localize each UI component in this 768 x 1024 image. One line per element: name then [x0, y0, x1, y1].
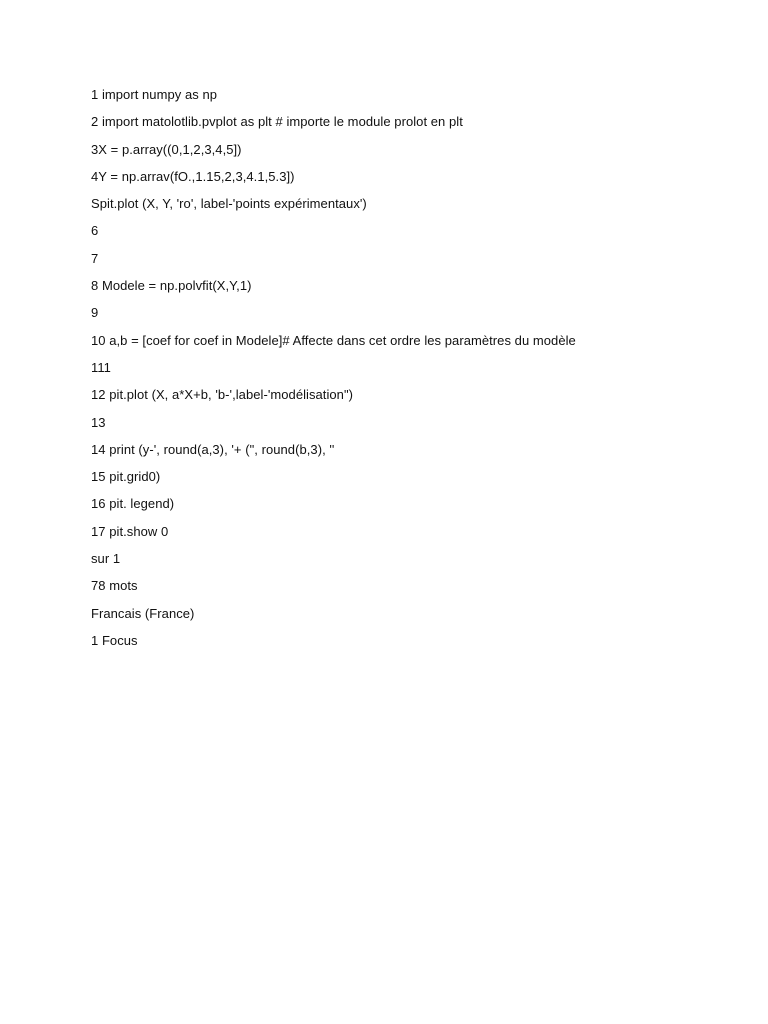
code-line-1: 1 import numpy as np	[91, 87, 218, 102]
code-line-15: 15 pit.grid0)	[91, 469, 161, 485]
code-line-16: 16 pit. legend)	[91, 496, 175, 512]
code-line-3: 3X = p.array((0,1,2,3,4,5])	[91, 141, 242, 157]
code-line-4: 4Y = np.arrav(fO.,1.15,2,3,4.1,5.3])	[91, 168, 295, 184]
code-line-12: 12 pit.plot (X, a*X+b, 'b-',label-'modélisation")	[91, 387, 354, 403]
code-line-2: 2 import matolotlib.pvplot as plt # importe le module prolot en plt	[91, 114, 463, 130]
code-line-14: 14 print (y-', round(a,3), '+ (", round(b,3), ''	[91, 441, 335, 457]
code-line-17: 17 pit.show 0	[91, 523, 169, 539]
status-focus: 1 Focus	[91, 632, 138, 648]
code-line-11: 111	[91, 359, 111, 375]
document-body	[91, 86, 731, 659]
code-line-5: Spit.plot (X, Y, 'ro', label-'points expérimentaux')	[91, 196, 367, 212]
status-language: Francais (France)	[91, 605, 195, 621]
status-page-count: sur 1	[91, 551, 121, 567]
status-word-count: 78 mots	[91, 578, 138, 594]
code-line-10: 10 a,b = [coef for coef in Modele]# Affecte dans cet ordre les paramètres du modèle	[91, 332, 576, 348]
code-line-6: 6	[91, 223, 99, 239]
code-line-8: 8 Modele = np.polvfit(X,Y,1)	[91, 278, 252, 294]
code-line-13: 13	[91, 414, 106, 430]
code-line-7: 7	[91, 250, 99, 266]
code-line-9: 9	[91, 305, 99, 321]
